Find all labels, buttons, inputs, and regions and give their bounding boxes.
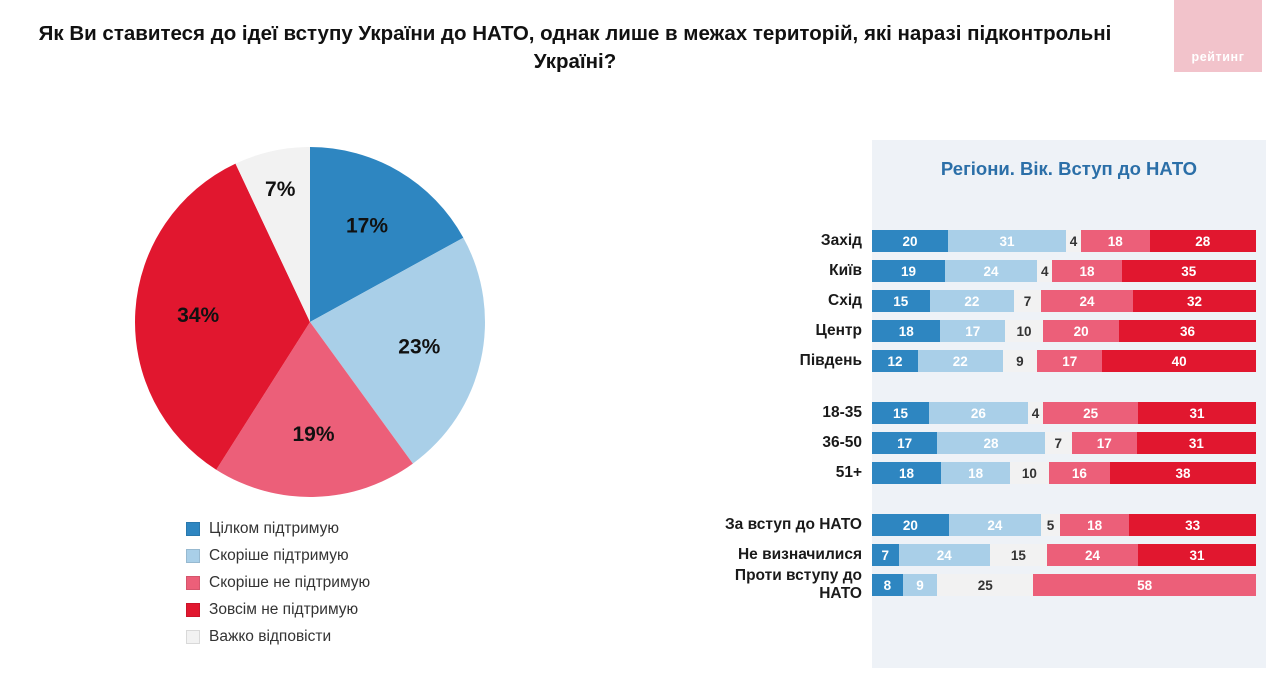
bar-row-label: Центр (815, 322, 862, 339)
bar-segment: 17 (940, 320, 1005, 342)
bar-segment: 31 (1138, 544, 1256, 566)
bar-row (700, 542, 1266, 568)
bar-segment: 24 (899, 544, 990, 566)
bar-row-label: Схід (828, 292, 862, 309)
bar-segment: 12 (872, 350, 918, 372)
bar-row (700, 400, 1266, 426)
bar-segment: 4 (1028, 402, 1043, 424)
bar-segment: 35 (1122, 260, 1256, 282)
bar-track (872, 290, 1256, 312)
bar-segment: 20 (872, 514, 949, 536)
pie-slice-label: 17% (345, 214, 389, 238)
bar-track (872, 350, 1256, 372)
bar-row-label: Південь (799, 352, 862, 369)
pie-chart-svg (120, 130, 540, 530)
header (0, 0, 1280, 100)
pie-chart (120, 130, 540, 530)
stacked-bar-chart (700, 228, 1266, 602)
bar-row (700, 258, 1266, 284)
pie-legend (186, 515, 516, 650)
bar-segment: 17 (872, 432, 937, 454)
bar-segment: 24 (949, 514, 1041, 536)
bar-segment: 17 (1072, 432, 1137, 454)
bar-segment: 8 (872, 574, 903, 596)
bar-segment: 19 (872, 260, 945, 282)
pie-slice-label: 19% (292, 422, 335, 446)
bar-segment: 22 (930, 290, 1014, 312)
bar-row-label: Захід (820, 232, 862, 249)
bar-segment: 33 (1129, 514, 1256, 536)
bar-segment: 16 (1049, 462, 1110, 484)
legend-swatch (186, 549, 200, 563)
bar-row-label: 36-50 (822, 434, 862, 451)
legend-swatch (186, 603, 200, 617)
bar-row (700, 430, 1266, 456)
bar-segment: 31 (948, 230, 1066, 252)
bar-segment: 24 (945, 260, 1037, 282)
bar-segment: 20 (872, 230, 948, 252)
logo-text: рейтинг (1191, 50, 1245, 64)
bar-segment: 4 (1066, 230, 1081, 252)
bar-track (872, 432, 1256, 454)
legend-swatch (186, 576, 200, 590)
bar-segment: 18 (941, 462, 1010, 484)
bar-row (700, 460, 1266, 486)
bar-segment: 9 (1003, 350, 1038, 372)
bar-segment: 25 (937, 574, 1033, 596)
bar-segment: 40 (1102, 350, 1256, 372)
pie-slice-label: 34% (177, 304, 220, 327)
bar-row-label: 51+ (835, 464, 862, 481)
bar-segment: 18 (872, 462, 941, 484)
bar-track (872, 514, 1256, 536)
legend-item (186, 596, 516, 623)
bar-segment: 18 (872, 320, 940, 342)
bar-row-label: Не визначилися (737, 546, 862, 563)
bar-group-gap (700, 490, 1266, 512)
legend-item (186, 515, 516, 542)
pie-slice-label: 23% (398, 335, 441, 359)
regions-age-panel-title: Регіони. Вік. Вступ до НАТО (940, 158, 1198, 179)
bar-row (700, 288, 1266, 314)
legend-label: Важко відповісти (209, 627, 332, 645)
bar-track (872, 230, 1256, 252)
bar-row-label: 18-35 (822, 404, 862, 421)
bar-segment: 28 (1150, 230, 1256, 252)
bar-segment: 5 (1041, 514, 1060, 536)
legend-swatch (186, 630, 200, 644)
bar-track (872, 260, 1256, 282)
bar-row (700, 228, 1266, 254)
bar-segment: 7 (1045, 432, 1072, 454)
legend-label: Цілком підтримую (209, 519, 339, 537)
bar-segment: 22 (918, 350, 1002, 372)
legend-item (186, 623, 516, 650)
legend-item (186, 569, 516, 596)
bar-row-label: Київ (829, 262, 862, 279)
bar-segment: 17 (1037, 350, 1102, 372)
bar-track (872, 320, 1256, 342)
bar-segment: 31 (1137, 432, 1256, 454)
bar-segment: 18 (1081, 230, 1149, 252)
bar-segment: 24 (1041, 290, 1133, 312)
bar-row (700, 512, 1266, 538)
pie-slice-label: 7% (265, 177, 296, 201)
bar-segment: 20 (1043, 320, 1119, 342)
bar-segment: 10 (1005, 320, 1043, 342)
bar-segment: 36 (1119, 320, 1256, 342)
bar-row (700, 348, 1266, 374)
legend-item (186, 542, 516, 569)
bar-row (700, 318, 1266, 344)
bar-segment: 38 (1110, 462, 1256, 484)
bar-segment: 26 (929, 402, 1028, 424)
legend-label: Скоріше підтримую (209, 546, 349, 564)
bar-track (872, 402, 1256, 424)
bar-segment: 15 (872, 290, 930, 312)
bar-segment: 18 (1052, 260, 1121, 282)
bar-segment: 7 (1014, 290, 1041, 312)
bar-segment: 18 (1060, 514, 1129, 536)
bar-segment: 10 (1010, 462, 1048, 484)
bar-track (872, 574, 1256, 596)
bar-segment: 15 (872, 402, 929, 424)
legend-label: Скоріше не підтримую (209, 573, 371, 591)
bar-segment: 31 (1138, 402, 1256, 424)
bar-track (872, 462, 1256, 484)
bar-row-label: За вступ до НАТО (724, 516, 862, 533)
logo (1174, 0, 1262, 72)
bar-segment: 28 (937, 432, 1045, 454)
bar-segment: 4 (1037, 260, 1052, 282)
bar-track (872, 544, 1256, 566)
bar-segment: 58 (1033, 574, 1256, 596)
bar-group-gap (700, 378, 1266, 400)
bar-segment: 24 (1047, 544, 1138, 566)
legend-label: Зовсім не підтримую (209, 600, 359, 618)
bar-segment: 25 (1043, 402, 1138, 424)
bar-segment: 9 (903, 574, 938, 596)
bar-segment: 7 (872, 544, 899, 566)
bar-row-label: Проти вступу до НАТО (734, 567, 862, 602)
bar-segment: 32 (1133, 290, 1256, 312)
bar-row (700, 567, 1266, 602)
bar-segment: 15 (990, 544, 1047, 566)
legend-swatch (186, 522, 200, 536)
page-title: Як Ви ставитеся до ідеї вступу України до НАТО, однак лише в межах територій, які наразі підконтрольні Україні? (38, 22, 1112, 73)
